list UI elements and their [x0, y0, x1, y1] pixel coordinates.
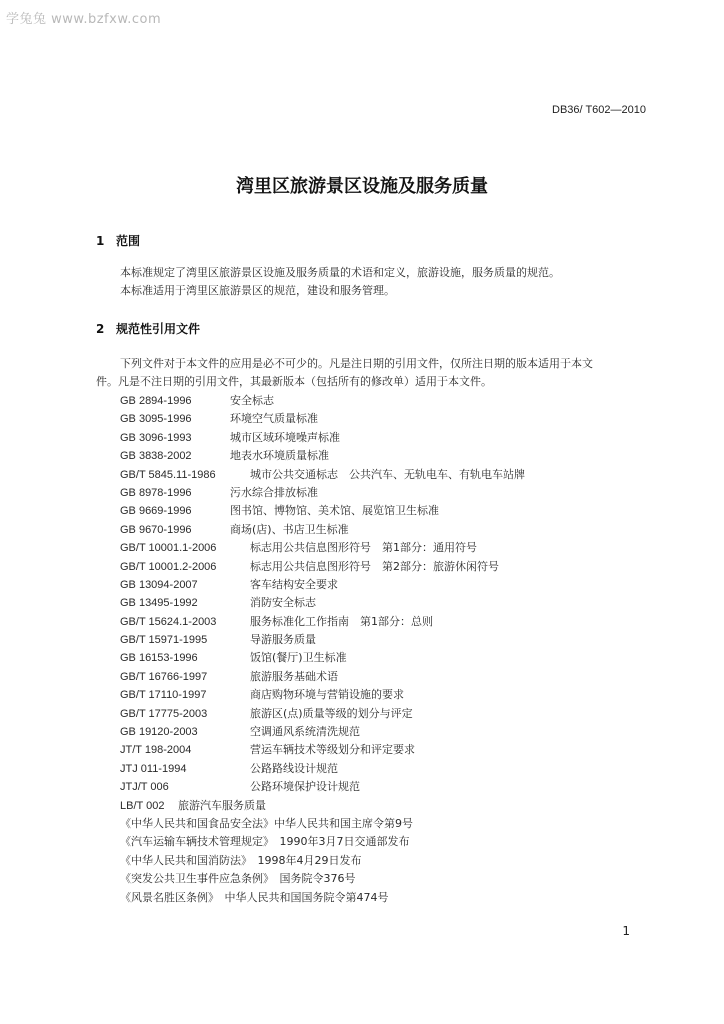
- reference-title: 商场(店)、书店卫生标准: [230, 522, 349, 536]
- reference-title: 公路路线设计规范: [250, 761, 338, 775]
- reference-title: 标志用公共信息图形符号 第1部分：通用符号: [250, 541, 477, 555]
- section-number: 1: [96, 234, 105, 248]
- reference-item: [120, 852, 525, 870]
- section-2-heading: [96, 320, 200, 337]
- reference-code: GB/T 15624.1-2003: [120, 615, 217, 628]
- section-title: 范围: [116, 234, 141, 248]
- reference-item: [120, 760, 525, 778]
- reference-title: 城市公共交通标志 公共汽车、无轨电车、有轨电车站牌: [250, 467, 525, 481]
- reference-code: LB/T 002: [120, 799, 165, 812]
- reference-title: 饭馆(餐厅)卫生标准: [250, 651, 347, 665]
- reference-code: GB 16153-1996: [120, 652, 198, 665]
- reference-code: GB/T 10001.2-2006: [120, 560, 217, 573]
- reference-title: 地表水环境质量标准: [230, 449, 329, 463]
- reference-code: GB 3096-1993: [120, 431, 192, 444]
- reference-item: [120, 613, 525, 631]
- standard-code: DB36/ T602—2010: [552, 104, 646, 116]
- reference-title: 《中华人民共和国消防法》 1998年4月29日发布: [120, 853, 362, 867]
- reference-item: [120, 778, 525, 796]
- reference-code: GB 3838-2002: [120, 450, 192, 463]
- reference-item: [120, 392, 525, 410]
- reference-title: 《中华人民共和国食品安全法》中华人民共和国主席令第9号: [120, 816, 413, 830]
- reference-item: [120, 723, 525, 741]
- reference-code: GB/T 10001.1-2006: [120, 542, 217, 555]
- reference-item: [120, 429, 525, 447]
- section-title: 规范性引用文件: [116, 322, 201, 336]
- reference-item: [120, 484, 525, 502]
- reference-item: [120, 889, 525, 907]
- reference-title: 服务标准化工作指南 第1部分：总则: [250, 614, 433, 628]
- reference-title: 环境空气质量标准: [230, 412, 318, 426]
- document-title: 湾里区旅游景区设施及服务质量: [236, 176, 488, 197]
- reference-title: 旅游服务基础术语: [250, 669, 338, 683]
- reference-item: [120, 833, 525, 851]
- reference-title: 城市区域环境噪声标准: [230, 430, 340, 444]
- reference-code: GB 9670-1996: [120, 523, 192, 536]
- reference-code: GB 2894-1996: [120, 395, 192, 407]
- reference-item: [120, 539, 525, 557]
- section-1-para-2: 本标准适用于湾里区旅游景区的规范，建设和服务管理。: [120, 284, 395, 297]
- reference-item: [120, 502, 525, 520]
- reference-title: 旅游区(点)质量等级的划分与评定: [250, 706, 413, 720]
- reference-item: [120, 741, 525, 759]
- reference-title: 旅游汽车服务质量: [178, 798, 266, 812]
- reference-item: [120, 797, 525, 815]
- page-number: 1: [622, 924, 630, 938]
- reference-code: GB 19120-2003: [120, 726, 198, 739]
- reference-code: GB 9669-1996: [120, 505, 192, 518]
- reference-item: [120, 466, 525, 484]
- reference-code: GB/T 17110-1997: [120, 689, 207, 702]
- reference-item: [120, 594, 525, 612]
- reference-list: [120, 392, 525, 907]
- reference-code: JTJ 011-1994: [120, 762, 187, 775]
- reference-item: [120, 649, 525, 667]
- reference-title: 《汽车运输车辆技术管理规定》 1990年3月7日交通部发布: [120, 835, 410, 849]
- reference-code: GB 13094-2007: [120, 578, 198, 591]
- reference-title: 商店购物环境与营销设施的要求: [250, 688, 404, 702]
- reference-code: GB 8978-1996: [120, 486, 192, 499]
- section-2-intro-line-2: 件。凡是不注日期的引用文件，其最新版本（包括所有的修改单）适用于本文件。: [96, 375, 492, 388]
- reference-title: 污水综合排放标准: [230, 485, 318, 499]
- reference-code: GB/T 5845.11-1986: [120, 468, 216, 481]
- reference-item: [120, 631, 525, 649]
- reference-item: [120, 815, 525, 833]
- section-1-heading: [96, 232, 140, 249]
- reference-title: 《突发公共卫生事件应急条例》 国务院令376号: [120, 872, 356, 886]
- reference-item: [120, 410, 525, 428]
- reference-item: [120, 521, 525, 539]
- section-1-para-1: 本标准规定了湾里区旅游景区设施及服务质量的术语和定义，旅游设施，服务质量的规范。: [120, 266, 560, 279]
- reference-item: [120, 558, 525, 576]
- section-2-intro-line-1: 下列文件对于本文件的应用是必不可少的。凡是注日期的引用文件，仅所注日期的版本适用于本文: [120, 357, 593, 370]
- watermark: 学兔兔 www.bzfxw.com: [6, 12, 162, 27]
- section-number: 2: [96, 322, 105, 336]
- reference-title: 公路环境保护设计规范: [250, 780, 360, 794]
- reference-title: 《风景名胜区条例》 中华人民共和国国务院令第474号: [120, 890, 389, 904]
- reference-item: [120, 576, 525, 594]
- reference-item: [120, 870, 525, 888]
- reference-item: [120, 447, 525, 465]
- reference-code: JT/T 198-2004: [120, 744, 192, 757]
- reference-code: JTJ/T 006: [120, 781, 169, 794]
- reference-code: GB/T 17775-2003: [120, 707, 208, 720]
- reference-title: 空调通风系统清洗规范: [250, 725, 360, 739]
- reference-code: GB/T 15971-1995: [120, 634, 208, 647]
- reference-item: [120, 686, 525, 704]
- reference-title: 消防安全标志: [250, 596, 316, 610]
- reference-title: 安全标志: [230, 394, 274, 407]
- reference-item: [120, 668, 525, 686]
- reference-code: GB/T 16766-1997: [120, 670, 208, 683]
- reference-title: 图书馆、博物馆、美术馆、展览馆卫生标准: [230, 504, 439, 518]
- reference-title: 营运车辆技术等级划分和评定要求: [250, 743, 415, 757]
- reference-code: GB 13495-1992: [120, 597, 198, 610]
- reference-code: GB 3095-1996: [120, 413, 192, 426]
- reference-title: 客车结构安全要求: [250, 577, 338, 591]
- reference-title: 导游服务质量: [250, 633, 316, 647]
- reference-title: 标志用公共信息图形符号 第2部分：旅游休闲符号: [250, 559, 499, 573]
- reference-item: [120, 705, 525, 723]
